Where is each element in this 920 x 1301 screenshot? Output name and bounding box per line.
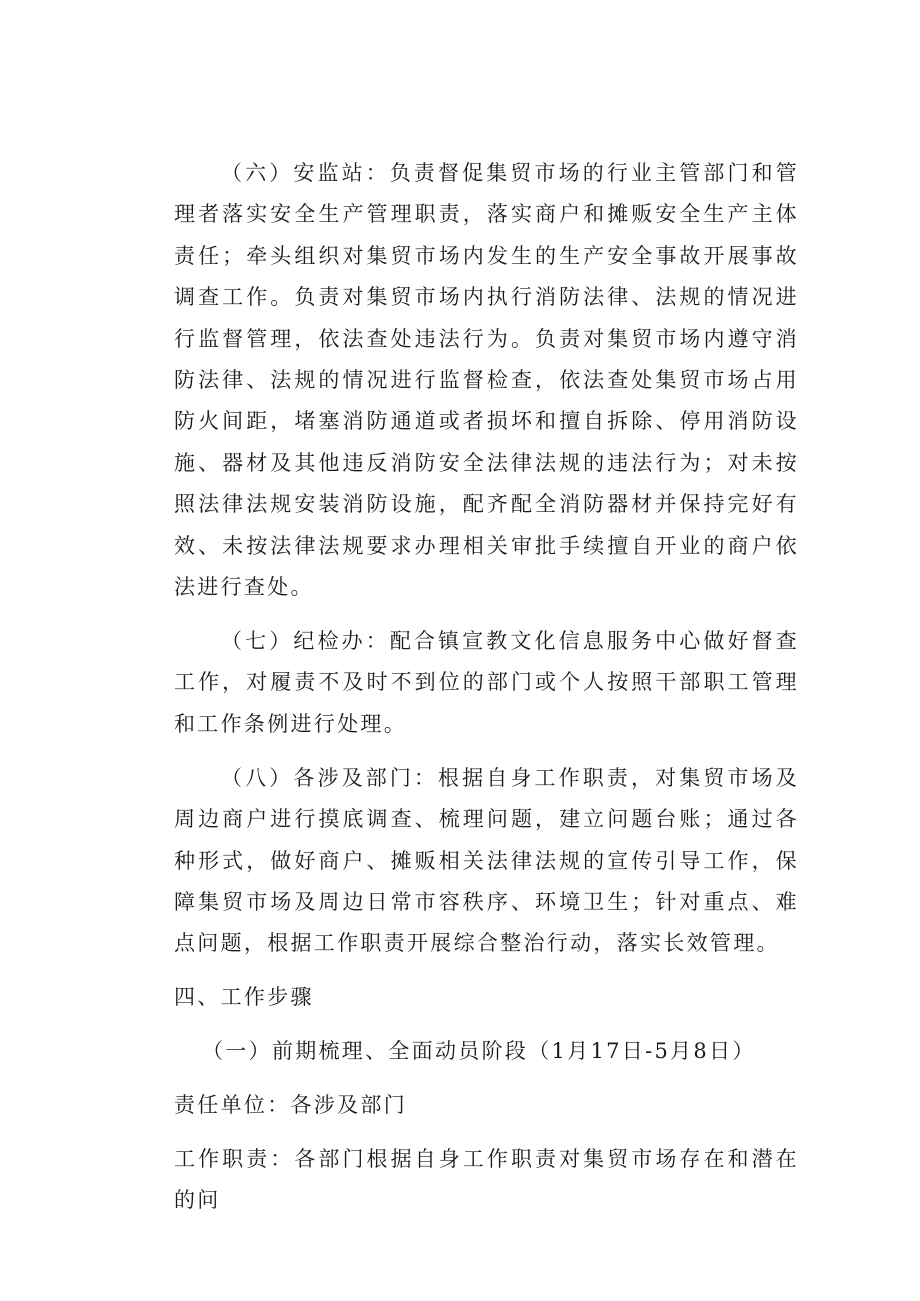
document-body xyxy=(174,153,799,1222)
paragraph-section-6: （六）安监站：负责督促集贸市场的行业主管部门和管理者落实安全生产管理职责，落实商户和摊贩安全生产主体责任；牵头组织对集贸市场内发生的生产安全事故开展事故调查工作。负责对集贸市场内执行消防法律、法规的情况进行监督管理，依法查处违法行为。负责对集贸市场内遵守消防法律、法规的情况进行监督检查，依法查处集贸市场占用防火间距，堵塞消防通道或者损坏和擅自拆除、停用消防设施、器材及其他违反消防安全法律法规的违法行为；对未按照法律法规安装消防设施，配齐配全消防器材并保持完好有效、未按法律法规要求办理相关审批手续擅自开业的商户依法进行查处。 xyxy=(174,161,799,600)
paragraph-work-duties: 工作职责：各部门根据自身工作职责对集贸市场存在和潜在的问 xyxy=(174,1146,799,1213)
heading-work-steps: 四、工作步骤 xyxy=(174,985,314,1010)
paragraph-responsible-unit: 责任单位：各涉及部门 xyxy=(174,1093,407,1118)
paragraph-section-8: （八）各涉及部门：根据自身工作职责，对集贸市场及周边商户进行摸底调查、梳理问题，建立问题台账；通过各种形式，做好商户、摊贩相关法律法规的宣传引导工作，保障集贸市场及周边日常市容秩序、环境卫生；针对重点、难点问题，根据工作职责开展综合整治行动，落实长效管理。 xyxy=(174,765,799,956)
paragraph-section-7: （七）纪检办：配合镇宣教文化信息服务中心做好督查工作，对履责不及时不到位的部门或个人按照干部职工管理和工作条例进行处理。 xyxy=(174,628,799,736)
paragraph-phase-1: （一）前期梳理、全面动员阶段（1月17日-5月8日） xyxy=(202,1039,756,1064)
